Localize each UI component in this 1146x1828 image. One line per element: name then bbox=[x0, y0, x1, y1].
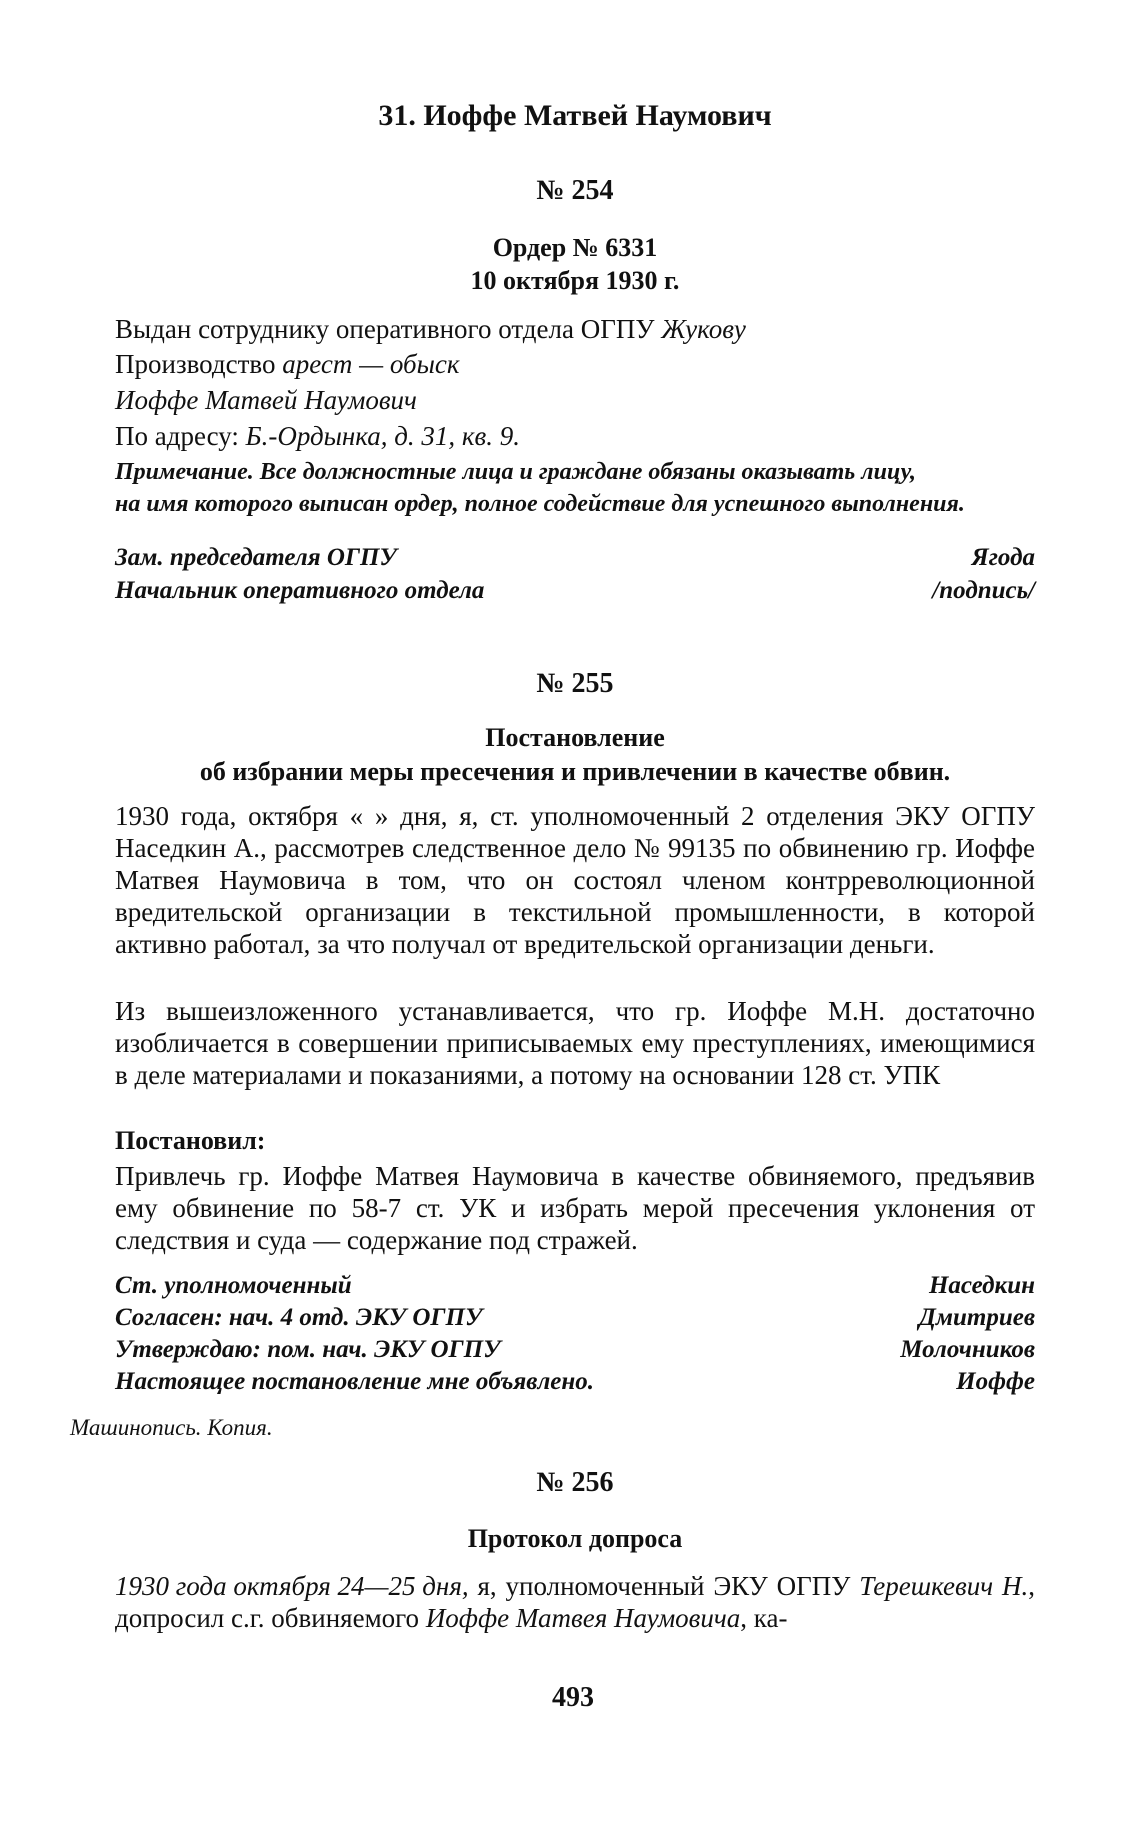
intro-text-2: , допросил с.г. обвиняемого bbox=[115, 1571, 1035, 1633]
protocol-title: Протокол допроса bbox=[467, 1524, 683, 1553]
sig-role: Зам. председателя ОГПУ bbox=[115, 544, 397, 571]
interrogator-name: Терешкевич Н. bbox=[859, 1571, 1029, 1601]
resolution-paragraph-1: 1930 года, октября « » дня, я, ст. уполномоченный 2 отделения ЭКУ ОГПУ Наседкин А., рассмотрев следственное дело № 99135 по обвинению гр. Иоффе Матвея Наумовича в том, что он состоял членом контрреволюционной вредительской организации в текстильной промышленности, в которой активно работал, за что получал от вредительской организации деньги. bbox=[115, 801, 1035, 959]
sig-name: Дмитриев bbox=[918, 1304, 1035, 1331]
person-heading: 31. Иоффе Матвей Наумович bbox=[378, 99, 772, 132]
production-value: арест — обыск bbox=[282, 349, 460, 379]
doc-256-number: № 256 bbox=[536, 1467, 614, 1498]
order-title: Ордер № 6331 bbox=[492, 233, 658, 262]
note-line-1: Примечание. Все должностные лица и граждане обязаны оказывать лицу, bbox=[115, 459, 917, 485]
signature-row bbox=[115, 1270, 1035, 1302]
sig-role: Настоящее постановление мне объявлено. bbox=[115, 1368, 595, 1395]
accused-name: Иоффе Матвея Наумовича bbox=[425, 1603, 741, 1633]
production-line bbox=[115, 348, 1035, 380]
resolved-label: Постановил: bbox=[115, 1126, 266, 1155]
signature-row bbox=[115, 1302, 1035, 1334]
issued-label: Выдан сотруднику оперативного отдела ОГПУ bbox=[115, 314, 655, 344]
page-number: 493 bbox=[552, 1682, 594, 1713]
sig-role: Ст. уполномоченный bbox=[115, 1272, 352, 1299]
signature-row bbox=[115, 1366, 1035, 1398]
sig-role: Начальник оперативного отдела bbox=[115, 577, 485, 604]
signature-row-deputy bbox=[115, 542, 1035, 574]
issued-name: Жукову bbox=[661, 314, 746, 344]
intro-date: 1930 года октября 24—25 дня, bbox=[115, 1571, 469, 1601]
resolution-paragraph-3: Привлечь гр. Иоффе Матвея Наумовича в качестве обвиняемого, предъявив ему обвинение по 58-7 ст. УК и избрать мерой пресечения уклонения от следствия и суда — содержание под стражей. bbox=[115, 1161, 1035, 1255]
person-name: Иоффе Матвей Наумович bbox=[115, 385, 417, 415]
sig-role: Утверждаю: пом. нач. ЭКУ ОГПУ bbox=[115, 1336, 501, 1363]
sig-name: /подпись/ bbox=[932, 577, 1035, 604]
issued-line bbox=[115, 313, 1035, 345]
source-note: Машинопись. Копия. bbox=[70, 1415, 273, 1440]
protocol-intro bbox=[115, 1570, 1035, 1634]
intro-text-1: я, уполномоченный ЭКУ ОГПУ bbox=[468, 1571, 860, 1601]
address-label: По адресу: bbox=[115, 421, 239, 451]
address-value: Б.-Ордынка, д. 31, кв. 9. bbox=[245, 421, 521, 451]
note-line-2: на имя которого выписан ордер, полное содействие для успешного выполнения. bbox=[115, 491, 965, 517]
order-date: 10 октября 1930 г. bbox=[470, 266, 680, 295]
production-label: Производство bbox=[115, 349, 276, 379]
address-line bbox=[115, 420, 1035, 452]
signature-row bbox=[115, 1334, 1035, 1366]
doc-255-number: № 255 bbox=[536, 668, 614, 699]
resolution-paragraph-2: Из вышеизложенного устанавливается, что гр. Иоффе М.Н. достаточно изобличается в совершении приписываемых ему преступлениях, имеющимися в деле материалами и показаниями, а потому на основании 128 ст. УПК bbox=[115, 996, 1035, 1090]
intro-text-3: , ка- bbox=[740, 1603, 788, 1633]
resolution-title: Постановление bbox=[485, 723, 665, 752]
sig-name: Ягода bbox=[971, 544, 1035, 571]
sig-role: Согласен: нач. 4 отд. ЭКУ ОГПУ bbox=[115, 1304, 483, 1331]
signature-row-chief bbox=[115, 575, 1035, 607]
sig-name: Иоффе bbox=[956, 1368, 1035, 1395]
sig-name: Наседкин bbox=[928, 1272, 1035, 1299]
doc-254-number: № 254 bbox=[536, 175, 614, 206]
sig-name: Молочников bbox=[900, 1336, 1035, 1363]
resolution-subtitle: об избрании меры пресечения и привлечении в качестве обвин. bbox=[199, 757, 951, 786]
